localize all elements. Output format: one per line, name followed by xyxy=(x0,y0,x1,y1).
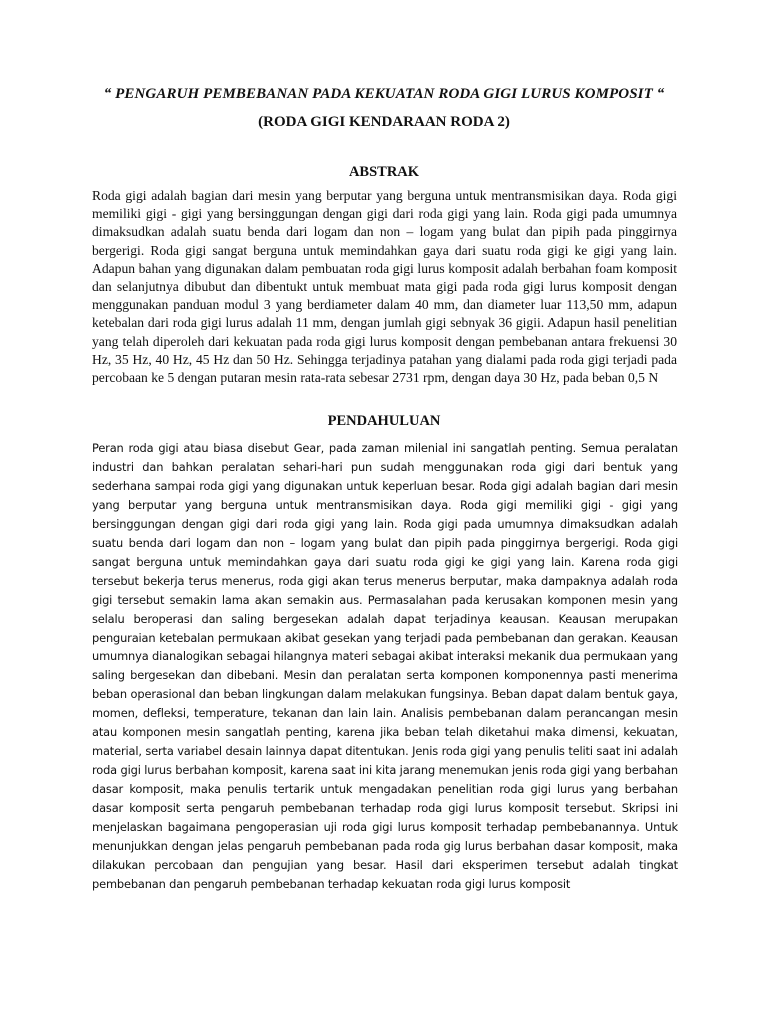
document-title: “ PENGARUH PEMBEBANAN PADA KEKUATAN RODA GIGI LURUS KOMPOSIT “ xyxy=(103,86,665,102)
abstract-heading: ABSTRAK xyxy=(348,164,420,180)
introduction-paragraph: Peran roda gigi atau biasa disebut Gear, pada zaman milenial ini sangatlah penting. Semua peralatan industri dan bahkan peralatan sehari-hari pun sudah menggunakan roda gigi dari bentuk yang sederhana sampai roda gigi yang digunakan untuk keperluan besar. Roda gigi adalah bagian dari mesin yang berputar yang berguna untuk mentransmisikan daya. Roda gigi memiliki gigi - gigi yang bersinggungan dengan gigi dari roda gigi yang lain. Roda gigi pada umumnya dimaksudkan adalah suatu benda dari logam dan non – logam yang bulat dan pipih pada pinggirnya bergerigi. Roda gigi sangat berguna untuk memindahkan gaya dari suatu roda gigi ke gigi yang lain. Karena roda gigi tersebut bekerja terus menerus, roda gigi akan terus menerus berputar, maka dampaknya adalah roda gigi tersebut semakin lama akan semakin aus. Permasalahan pada kerusakan komponen mesin yang selalu beroperasi dan saling bergesekan adalah dapat terjadinya keausan. Keausan merupakan penguraian ketebalan permukaan akibat gesekan yang terjadi pada pembebanan dan gerakan. Keausan umumnya dianalogikan sebagai hilangnya materi sebagai akibat interaksi mekanik dua permukaan yang saling bergesekan dan dibebani. Mesin dan peralatan serta komponen komponennya pasti menerima beban operasional dan beban lingkungan dalam melakukan fungsinya. Beban dapat dalam bentuk gaya, momen, defleksi, temperature, tekanan dan lain lain. Analisis pembebanan dalam perancangan mesin atau komponen mesin sangatlah penting, karena jika beban telah diketahui maka dimensi, kekuatan, material, serta variabel desain lainnya dapat ditentukan. Jenis roda gigi yang penulis teliti saat ini adalah roda gigi lurus berbahan komposit, karena saat ini kita jarang menemukan jenis roda gigi yang berbahan dasar komposit, maka penulis tertarik untuk mengadakan penelitian roda gigi lurus yang berbahan dasar komposit serta pengaruh pembebanan terhadap roda gigi lurus komposit tersebut. Skripsi ini menjelaskan bagaimana pengoperasian uji roda gigi lurus komposit terhadap pembebanannya. Untuk menunjukkan dengan jelas pengaruh pembebanan pada roda gig lurus berbahan dasar komposit, maka dilakukan percobaan dan pengujian yang besar. Hasil dari eksperimen tersebut adalah tingkat pembebanan dan pengaruh pembebanan terhadap kekuatan roda gigi lurus komposit xyxy=(92,441,678,891)
introduction-heading: PENDAHULUAN xyxy=(327,413,441,429)
abstract-paragraph: Roda gigi adalah bagian dari mesin yang berputar yang berguna untuk mentransmisikan daya. Roda gigi memiliki gigi - gigi yang bersinggungan dengan gigi dari roda gigi yang lain. Roda gigi pada umumnya dimaksudkan adalah suatu benda dari logam dan non – logam yang bulat dan pipih pada pinggirnya bergerigi. Roda gigi sangat berguna untuk memindahkan gaya dari suatu roda gigi ke gigi yang lain. Adapun bahan yang digunakan dalam pembuatan roda gigi lurus komposit adalah berbahan foam komposit dan selanjutnya dibubut dan dibentukt untuk membuat mata gigi pada roda gigi lurus komposit dengan menggunakan panduan modul 3 yang berdiameter dalam 40 mm, dan diameter luar 113,50 mm, adapun ketebalan dari roda gigi lurus adalah 11 mm, dengan jumlah gigi sebnyak 36 gigii. Adapun hasil penelitian yang telah diperoleh dari kekuatan pada roda gigi lurus komposit dengan pembebanan antara frekuensi 30 Hz, 35 Hz, 40 Hz, 45 Hz dan 50 Hz. Sehingga terjadinya patahan yang dialami pada roda gigi terjadi pada percobaan ke 5 dengan putaran mesin rata-rata sebesar 2731 rpm, dengan daya 30 Hz, pada beban 0,5 N xyxy=(92,188,677,386)
document-subtitle: (RODA GIGI KENDARAAN RODA 2) xyxy=(258,114,510,130)
